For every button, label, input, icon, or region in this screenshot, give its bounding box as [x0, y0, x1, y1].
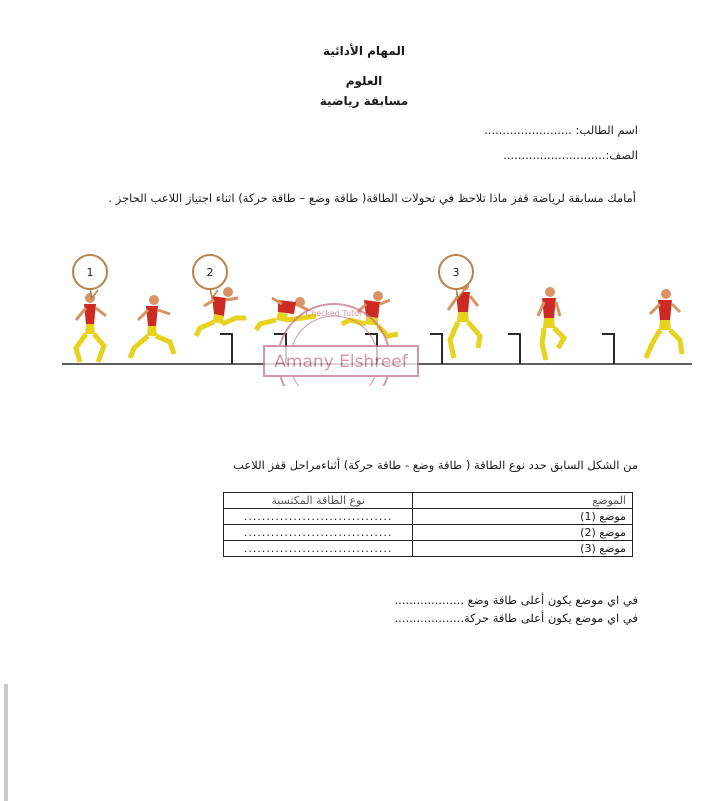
instruction-paragraph: أمامك مسابقة لرياضة قفز ماذا تلاحظ في تحولات الطاقة( طاقة وضع – طاقة حركة) اثناء اجتياز اللاعب الحاجز .	[108, 191, 636, 205]
position-cell: موضع (3)	[413, 541, 633, 557]
athlete-figure	[196, 287, 246, 336]
grade-field[interactable]: الصف:............................	[503, 148, 638, 162]
table-instruction: من الشكل السابق حدد نوع الطاقة ( طاقة وضع - طاقة حركة) أثناءمراحل قفز اللاعب	[233, 458, 638, 472]
athlete-figure	[646, 289, 682, 358]
energy-table	[223, 492, 633, 557]
table-row	[224, 525, 633, 541]
position-marker-1-label: 1	[86, 266, 94, 279]
header-subject: العلوم	[345, 74, 383, 88]
watermark-text: Amany Elshreef	[274, 352, 408, 372]
position-marker-2	[193, 255, 227, 298]
hurdle	[220, 334, 232, 364]
position-marker-1	[73, 255, 107, 298]
table-header-row	[224, 493, 633, 509]
energy-column-header: نوع الطاقة المكتسبة	[224, 493, 413, 509]
table-row	[224, 541, 633, 557]
table-row	[224, 509, 633, 525]
position-column-header: الموضع	[413, 493, 633, 509]
hurdle	[602, 334, 614, 364]
position-marker-2-label: 2	[206, 266, 214, 279]
position-cell: موضع (1)	[413, 509, 633, 525]
watermark-ring-text: Checked Tutor	[305, 309, 363, 318]
energy-answer-cell[interactable]: .................................	[224, 509, 413, 525]
athlete-figure	[448, 281, 480, 358]
athlete-figure	[538, 287, 564, 360]
position-marker-3	[439, 255, 473, 298]
position-cell: موضع (2)	[413, 525, 633, 541]
header-topic: مسابقة رياضية	[319, 94, 409, 108]
scan-edge-bar	[4, 684, 8, 801]
question-kinetic-energy[interactable]: في اي موضع يكون أعلى طاقة حركة...................	[394, 611, 638, 625]
athlete-figure	[130, 295, 174, 358]
question-potential-energy[interactable]: في اي موضع يكون أعلى طاقة وضع ...................	[394, 593, 638, 607]
hurdle-jump-figure	[62, 248, 692, 386]
student-name-field[interactable]: اسم الطالب: ........................	[484, 123, 638, 137]
position-marker-3-label: 3	[452, 266, 460, 279]
hurdle	[430, 334, 442, 364]
athlete-figure	[76, 293, 106, 362]
energy-answer-cell[interactable]: .................................	[224, 525, 413, 541]
header-title: المهام الأدائية	[322, 44, 406, 58]
hurdle	[508, 334, 520, 364]
energy-answer-cell[interactable]: .................................	[224, 541, 413, 557]
